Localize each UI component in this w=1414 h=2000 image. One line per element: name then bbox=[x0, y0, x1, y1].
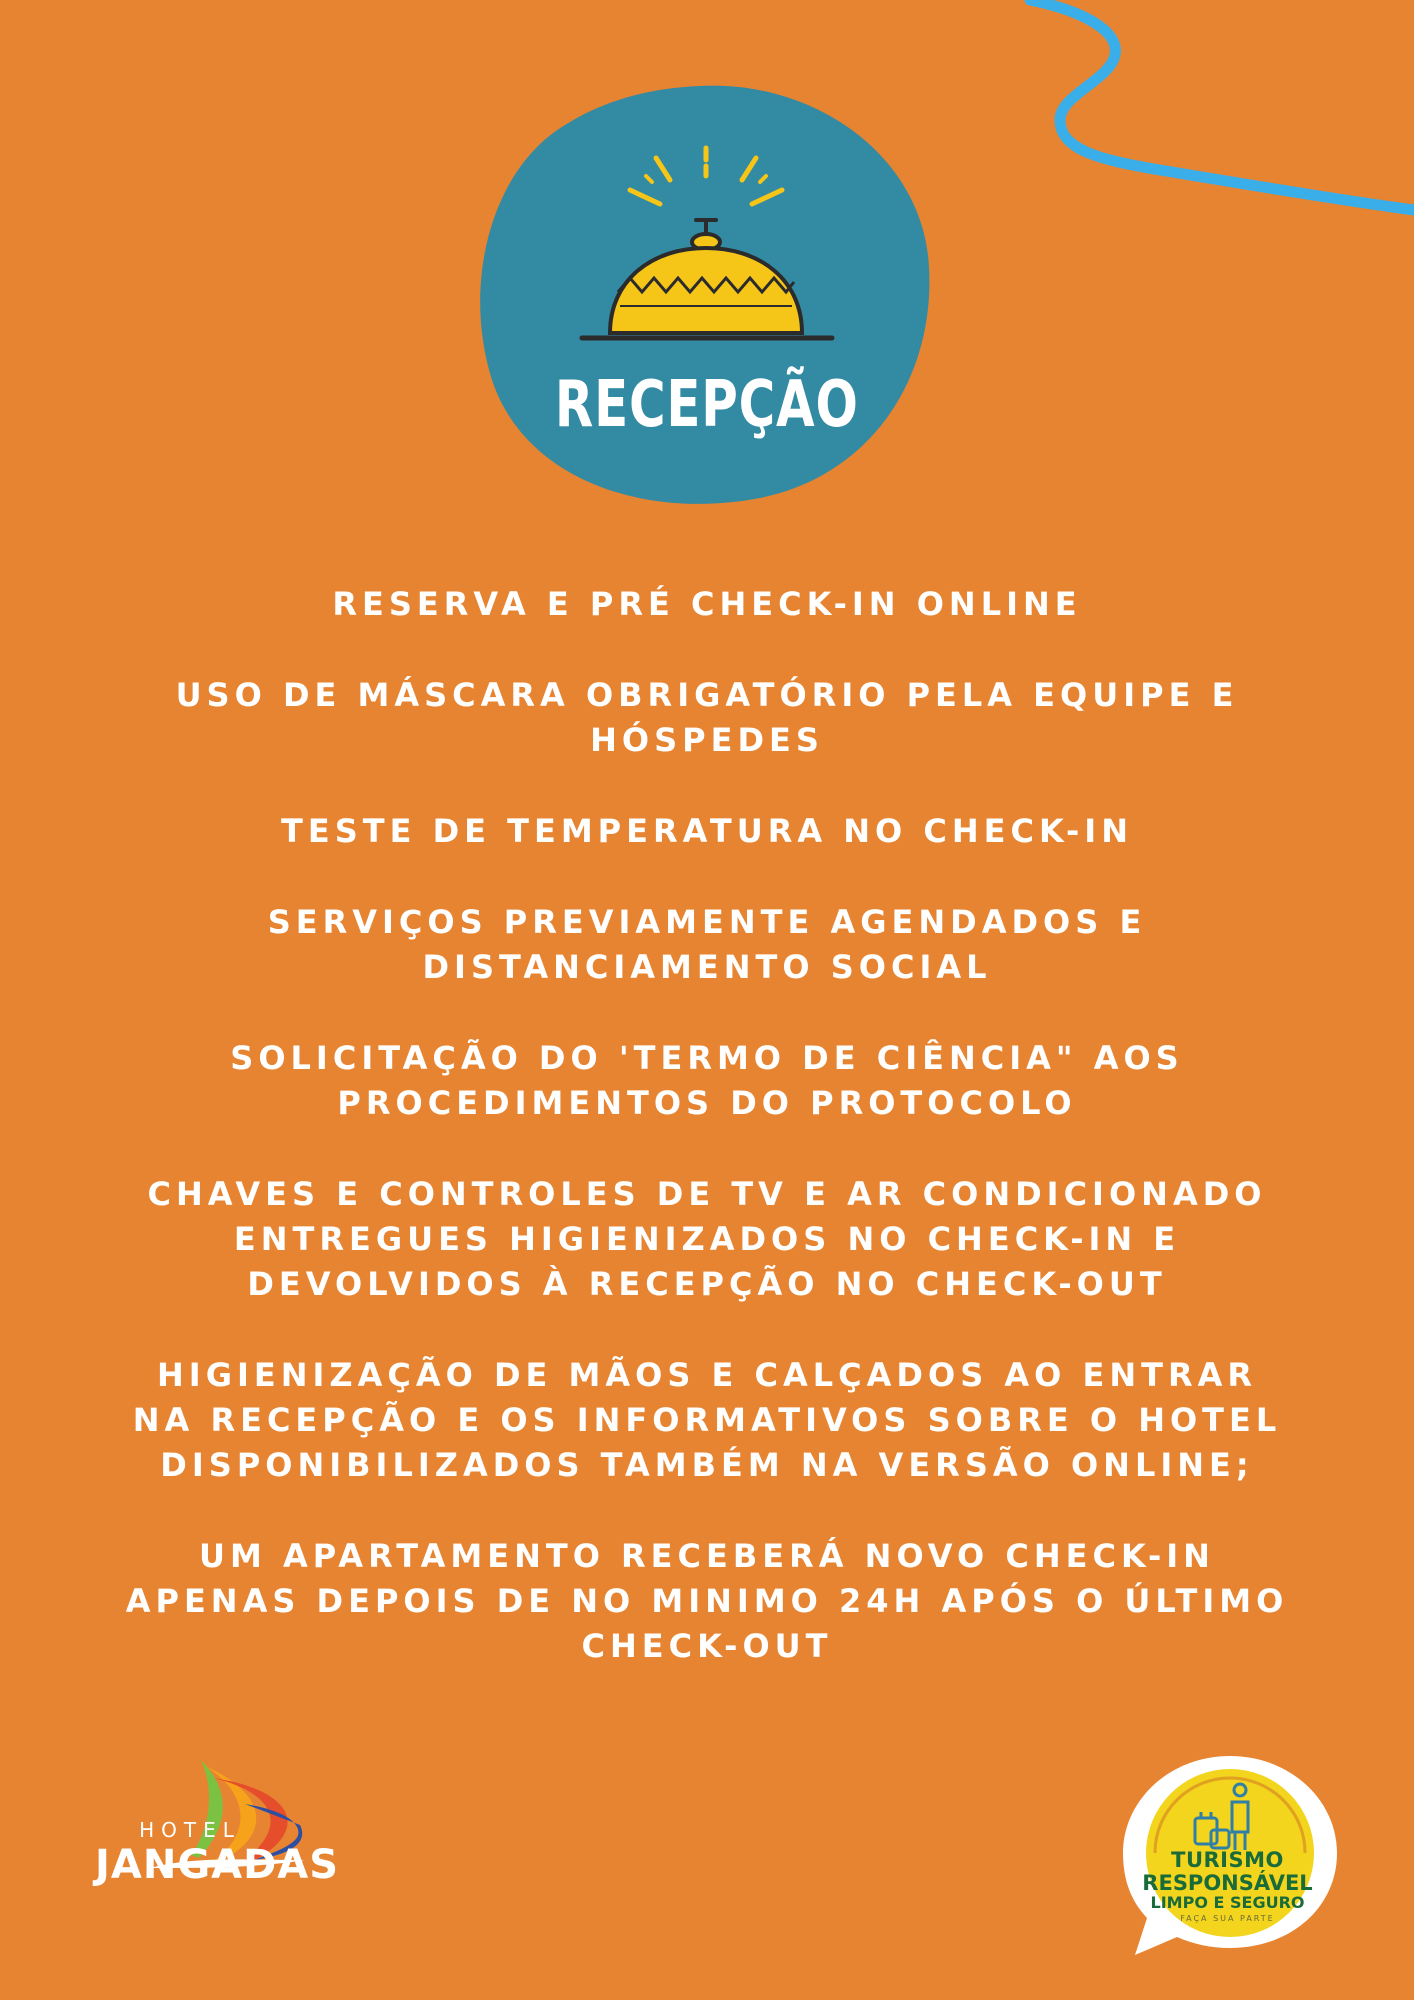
list-item: USO DE MÁSCARA OBRIGATÓRIO PELA EQUIPE E HÓSPEDES bbox=[175, 676, 1239, 759]
list-item: SERVIÇOS PREVIAMENTE AGENDADOS E DISTANCIAMENTO SOCIAL bbox=[267, 903, 1147, 986]
page-title: RECEPÇÃO bbox=[555, 368, 859, 442]
list-item: CHAVES E CONTROLES DE TV E AR CONDICIONADO ENTREGUES HIGIENIZADOS NO CHECK-IN E DEVOLVIDOS À RECEPÇÃO NO CHECK-OUT bbox=[147, 1175, 1267, 1303]
seal-line-3: LIMPO E SEGURO bbox=[1150, 1893, 1305, 1912]
list-item: HIGIENIZAÇÃO DE MÃOS E CALÇADOS AO ENTRAR NA RECEPÇÃO E OS INFORMATIVOS SOBRE O HOTEL DISPONIBILIZADOS TAMBÉM NA VERSÃO ONLINE; bbox=[132, 1356, 1282, 1484]
seal-line-1: TURISMO bbox=[1171, 1848, 1284, 1872]
list-item: UM APARTAMENTO RECEBERÁ NOVO CHECK-IN APENAS DEPOIS DE NO MINIMO 24H APÓS O ÚLTIMO CHECK-OUT bbox=[125, 1537, 1289, 1665]
list-item: SOLICITAÇÃO DO 'TERMO DE CIÊNCIA" AOS PROCEDIMENTOS DO PROTOCOLO bbox=[230, 1039, 1184, 1122]
logo-hotel-text: HOTEL bbox=[139, 1818, 241, 1842]
header-blob bbox=[470, 80, 940, 510]
list-item: RESERVA E PRÉ CHECK-IN ONLINE bbox=[332, 585, 1082, 623]
seal-line-2: RESPONSÁVEL bbox=[1142, 1871, 1313, 1895]
protocol-list bbox=[120, 582, 1294, 1715]
seal-line-4: FAÇA SUA PARTE bbox=[1180, 1914, 1275, 1923]
logo-name-text: JANGADAS bbox=[95, 1842, 340, 1888]
list-item: TESTE DE TEMPERATURA NO CHECK-IN bbox=[281, 812, 1133, 850]
